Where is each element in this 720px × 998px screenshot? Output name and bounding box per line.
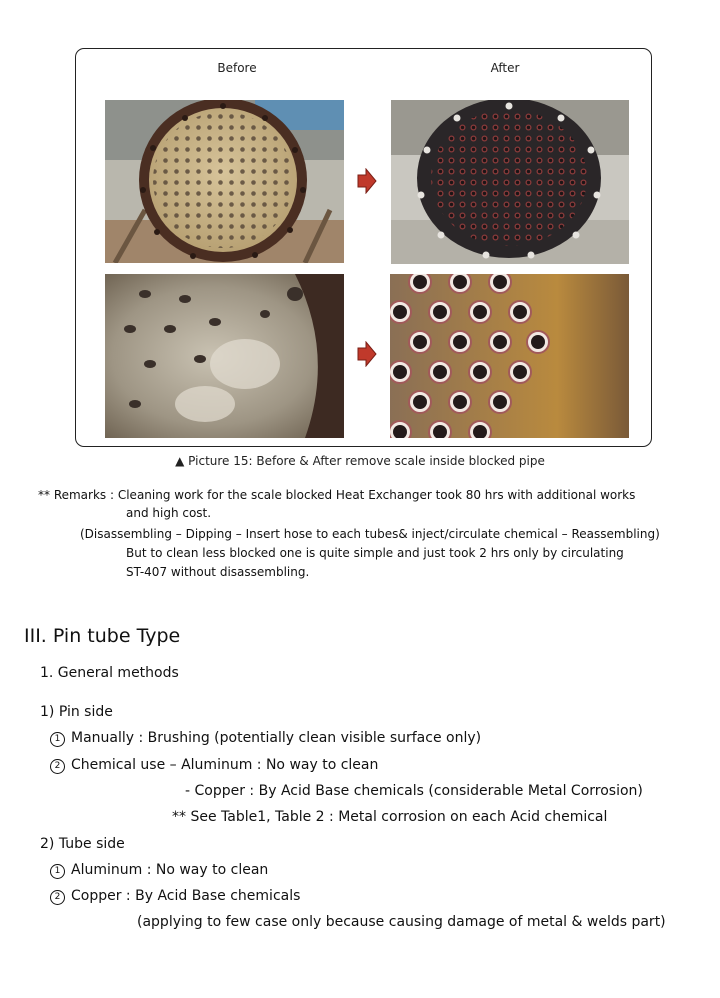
after-label: After bbox=[490, 61, 520, 75]
tube-item-1-text: Aluminum : No way to clean bbox=[71, 862, 269, 878]
tube-item-2 bbox=[50, 888, 300, 905]
remarks-line-3: (Disassembling – Dipping – Insert hose to each tubes& inject/circulate chemical – Reassembling) bbox=[80, 527, 660, 541]
general-methods-heading: 1. General methods bbox=[40, 665, 179, 681]
photo-before-closeup bbox=[105, 274, 344, 438]
arrow-right-icon bbox=[357, 168, 377, 194]
tube-item-1 bbox=[50, 862, 268, 879]
photo-before-tubesheet bbox=[105, 100, 344, 263]
remarks-line-4: But to clean less blocked one is quite simple and just took 2 hrs only by circulating bbox=[126, 546, 624, 560]
circled-number: 2 bbox=[50, 759, 65, 774]
before-label: Before bbox=[217, 61, 257, 75]
pin-item-2 bbox=[50, 757, 378, 774]
photo-after-tubesheet bbox=[391, 100, 629, 264]
pin-item-1 bbox=[50, 730, 481, 747]
circled-number: 1 bbox=[50, 864, 65, 879]
remarks-line-5: ST-407 without disassembling. bbox=[126, 565, 310, 579]
remarks-line-1: ** Remarks : Cleaning work for the scale blocked Heat Exchanger took 80 hrs with additional works bbox=[38, 488, 636, 502]
tube-side-heading: 2) Tube side bbox=[40, 836, 125, 852]
pin-item-2-text: Chemical use – Aluminum : No way to clean bbox=[71, 757, 379, 773]
circled-number: 2 bbox=[50, 890, 65, 905]
circled-number: 1 bbox=[50, 732, 65, 747]
pin-item-2-sub-2: ** See Table1, Table 2 : Metal corrosion on each Acid chemical bbox=[172, 809, 608, 825]
pin-item-2-sub-1: - Copper : By Acid Base chemicals (considerable Metal Corrosion) bbox=[185, 783, 643, 799]
remarks-line-2: and high cost. bbox=[126, 506, 212, 520]
arrow-right-icon bbox=[357, 341, 377, 367]
tube-item-2-text: Copper : By Acid Base chemicals bbox=[71, 888, 301, 904]
figure-caption: ▲ Picture 15: Before & After remove scale inside blocked pipe bbox=[175, 454, 545, 468]
section-heading: III. Pin tube Type bbox=[24, 625, 181, 647]
tube-item-2-sub: (applying to few case only because causing damage of metal & welds part) bbox=[137, 914, 666, 930]
pin-side-heading: 1) Pin side bbox=[40, 704, 113, 720]
photo-after-closeup bbox=[390, 274, 629, 438]
pin-item-1-text: Manually : Brushing (potentially clean visible surface only) bbox=[71, 730, 482, 746]
